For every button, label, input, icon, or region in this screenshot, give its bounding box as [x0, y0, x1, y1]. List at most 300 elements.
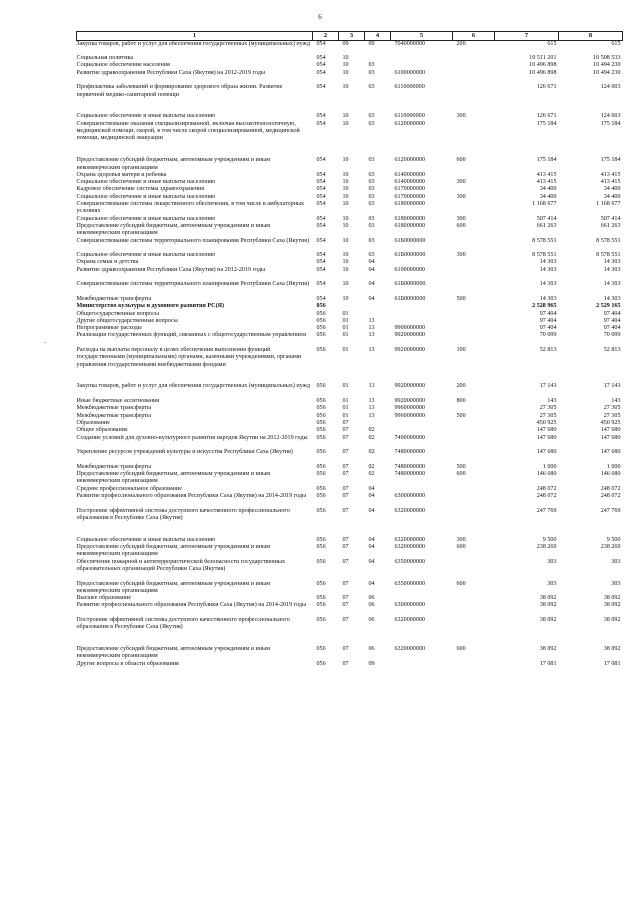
amount-year-1: 17 081 — [539, 660, 557, 667]
table-row — [77, 508, 623, 537]
target-article-code: 7480000000 — [394, 471, 425, 478]
ministry-code: 056 — [316, 325, 326, 332]
row-name: Социальное обеспечение и иные выплаты населению — [76, 536, 216, 543]
ministry-code: 054 — [316, 281, 326, 288]
expense-type-code — [453, 62, 495, 69]
amount-year-2: 450 925 — [600, 419, 621, 426]
section-code: 01 — [342, 325, 349, 332]
table-row — [77, 84, 623, 113]
ministry-code: 054 — [316, 55, 326, 62]
ministry-code: 054 — [316, 252, 326, 259]
amount-year-2: 413 415 — [600, 171, 621, 178]
ministry-code: 054 — [316, 113, 326, 120]
target-article-code: 9920000000 — [394, 398, 425, 405]
ministry-code: 054 — [316, 193, 326, 200]
row-name: Другие вопросы в области образования — [76, 660, 179, 667]
subsection-code: 03 — [368, 69, 375, 76]
table-row — [77, 464, 623, 471]
row-name: Развитие здравоохранения Республики Саха (Якутия) на 2012-2019 годы — [76, 69, 266, 76]
section-code: 07 — [342, 434, 349, 441]
target-article-code: 6350000000 — [394, 580, 425, 587]
amount-year-1: 8 578 551 — [532, 252, 557, 259]
subsection-code: 13 — [368, 398, 375, 405]
amount-year-2: 17 081 — [603, 660, 621, 667]
section-code: 10 — [342, 186, 349, 193]
amount-year-1: 303 — [547, 558, 557, 565]
subsection-code: 06 — [368, 595, 375, 602]
target-article-code — [391, 661, 453, 668]
row-name: Социальное обеспечение и иные выплаты населению — [76, 193, 216, 200]
table-row — [77, 449, 623, 464]
ministry-code: 054 — [316, 215, 326, 222]
expense-type-code: 200 — [456, 41, 466, 47]
amount-year-2: 507 414 — [600, 215, 621, 222]
expense-type-code — [453, 420, 495, 427]
expense-type-code — [453, 259, 495, 266]
target-article-code: 9920000000 — [394, 332, 425, 339]
expense-type-code: 300 — [456, 113, 466, 120]
amount-year-1: 238 269 — [536, 544, 557, 551]
amount-year-1: 507 414 — [536, 215, 557, 222]
subsection-code: 09 — [368, 41, 375, 47]
table-row — [77, 537, 623, 544]
ministry-code: 054 — [316, 157, 326, 164]
section-code: 01 — [342, 405, 349, 412]
amount-year-1: 303 — [547, 580, 557, 587]
table-row — [77, 544, 623, 559]
table-row — [77, 559, 623, 581]
section-code: 10 — [342, 201, 349, 208]
subsection-code — [365, 55, 391, 62]
amount-year-1: 143 — [547, 398, 557, 405]
subsection-code: 04 — [368, 544, 375, 551]
subsection-code: 13 — [368, 332, 375, 339]
row-name: Межбюджетные трансферты — [76, 412, 152, 419]
target-article-code: 6350000000 — [394, 558, 425, 565]
amount-year-2: 17 143 — [603, 383, 621, 390]
target-article-code: 6100000000 — [394, 266, 425, 273]
subsection-code: 02 — [368, 449, 375, 456]
amount-year-2: 1 000 — [606, 463, 621, 470]
amount-year-2: 10 494 230 — [593, 69, 621, 76]
table-row — [77, 427, 623, 434]
section-code: 10 — [342, 193, 349, 200]
section-code: 07 — [342, 558, 349, 565]
expense-type-code: 300 — [456, 215, 466, 222]
row-name: Общее образование — [76, 427, 128, 434]
row-name: Образование — [76, 419, 110, 426]
subsection-code: 13 — [368, 317, 375, 324]
section-code: 07 — [342, 492, 349, 499]
subsection-code: 06 — [368, 616, 375, 623]
subsection-code: 03 — [368, 113, 375, 120]
row-name: Развитие здравоохранения Республики Саха (Якутия) на 2012-2019 годы — [76, 266, 266, 273]
row-name: Предоставление субсидий бюджетным, автономным учреждениям и иным некоммерческим организациям — [76, 471, 270, 485]
expense-type-code: 200 — [456, 383, 466, 390]
row-name: Охрана семьи и детства — [76, 259, 139, 266]
target-article-code: 61Б0000000 — [394, 281, 426, 288]
table-row — [77, 413, 623, 420]
subsection-code: 03 — [368, 171, 375, 178]
target-article-code: 9920000000 — [394, 383, 425, 390]
table-row — [77, 420, 623, 427]
subsection-code: 04 — [368, 281, 375, 288]
row-name: Социальное обеспечение и иные выплаты населению — [76, 179, 216, 186]
section-code: 07 — [342, 602, 349, 609]
target-article-code: 6180000000 — [394, 201, 425, 208]
table-row — [77, 617, 623, 646]
ministry-code: 056 — [316, 595, 326, 602]
target-article-code: 6110000000 — [394, 84, 425, 91]
amount-year-2: 34 400 — [603, 193, 621, 200]
amount-year-1: 97 404 — [539, 310, 557, 317]
target-article-code: 7040000000 — [394, 41, 425, 47]
ministry-code: 054 — [316, 84, 326, 91]
section-code: 07 — [342, 544, 349, 551]
expense-type-code — [453, 238, 495, 253]
ministry-code: 056 — [316, 616, 326, 623]
header-cell: 5 — [391, 32, 453, 41]
row-name: Предоставление субсидий бюджетным, автономным учреждениям и иным некоммерческим организациям — [76, 580, 270, 594]
amount-year-2: 238 269 — [600, 544, 621, 551]
header-cell: 7 — [495, 32, 559, 41]
row-name: Совершенствование системы лекарственного обеспечения, в том числе в амбулаторных условиях — [76, 201, 305, 215]
target-article-code: 6170000000 — [394, 186, 425, 193]
section-code: 10 — [342, 281, 349, 288]
amount-year-2: 175 184 — [600, 157, 621, 164]
ministry-code: 056 — [316, 317, 326, 324]
ministry-code: 056 — [316, 310, 326, 317]
target-article-code — [391, 62, 453, 69]
subsection-code — [365, 311, 391, 318]
amount-year-2: 248 072 — [600, 485, 621, 492]
ministry-code: 054 — [316, 69, 326, 76]
target-article-code: 61Б0000000 — [394, 252, 426, 259]
target-article-code: 61Б0000000 — [394, 237, 426, 244]
amount-year-2: 124 003 — [600, 113, 621, 120]
amount-year-2: 303 — [611, 558, 621, 565]
section-code: 07 — [342, 646, 349, 653]
expense-type-code: 600 — [456, 646, 466, 653]
section-code: 07 — [342, 463, 349, 470]
row-name: Социальное обеспечение и иные выплаты населению — [76, 113, 216, 120]
expense-type-code: 300 — [456, 252, 466, 259]
target-article-code: 6320000000 — [394, 646, 425, 653]
amount-year-1: 661 263 — [536, 222, 557, 229]
amount-year-1: 38 092 — [539, 646, 557, 653]
ministry-code: 056 — [316, 492, 326, 499]
amount-year-2: 124 003 — [600, 84, 621, 91]
ministry-code: 054 — [316, 179, 326, 186]
subsection-code: 04 — [368, 295, 375, 302]
expense-type-code — [453, 281, 495, 296]
table-row — [77, 281, 623, 296]
row-name: Развитие профессионального образования Республики Саха (Якутия) на 2014-2019 годы — [76, 602, 307, 609]
expense-type-code — [453, 186, 495, 193]
header-cell: 8 — [559, 32, 623, 41]
amount-year-1: 97 404 — [539, 325, 557, 332]
table-row — [77, 332, 623, 347]
table-row — [77, 259, 623, 266]
expense-type-code — [453, 172, 495, 179]
table-row — [77, 581, 623, 596]
subsection-code: 03 — [368, 179, 375, 186]
target-article-code: 6300000000 — [394, 492, 425, 499]
subsection-code: 03 — [368, 215, 375, 222]
amount-year-1: 413 415 — [536, 179, 557, 186]
target-article-code: 6170000000 — [394, 193, 425, 200]
expense-type-code — [453, 201, 495, 216]
section-code: 10 — [342, 69, 349, 76]
subsection-code: 04 — [368, 536, 375, 543]
amount-year-1: 14 303 — [539, 281, 557, 288]
subsection-code: 03 — [368, 62, 375, 69]
amount-year-1: 27 305 — [539, 405, 557, 412]
target-article-code: 9960000000 — [394, 412, 425, 419]
table-row — [77, 238, 623, 253]
expense-type-code — [453, 303, 495, 310]
subsection-code: 02 — [368, 471, 375, 478]
amount-year-1: 38 092 — [539, 616, 557, 623]
amount-year-2: 10 494 230 — [593, 62, 621, 69]
expense-type-code — [453, 617, 495, 646]
amount-year-1: 17 143 — [539, 383, 557, 390]
row-name: Иные бюджетные ассигнования — [76, 398, 160, 405]
amount-year-1: 450 925 — [536, 419, 557, 426]
section-code: 07 — [342, 471, 349, 478]
expense-type-code — [453, 486, 495, 493]
header-row — [77, 32, 623, 41]
row-name: Непрограммные расходы — [76, 325, 142, 332]
amount-year-2: 143 — [611, 398, 621, 405]
row-name: Межбюджетные трансферты — [76, 463, 152, 470]
table-row — [77, 70, 623, 85]
ministry-code: 056 — [316, 383, 326, 390]
table-row — [77, 201, 623, 216]
subsection-code — [365, 420, 391, 427]
amount-year-1: 14 303 — [539, 295, 557, 302]
amount-year-2: 10 508 533 — [593, 55, 621, 62]
target-article-code: 6300000000 — [394, 602, 425, 609]
section-code: 01 — [342, 383, 349, 390]
expense-type-code — [453, 493, 495, 508]
amount-year-1: 126 671 — [536, 113, 557, 120]
ministry-code: 054 — [316, 237, 326, 244]
subsection-code: 03 — [368, 237, 375, 244]
amount-year-2: 147 680 — [600, 449, 621, 456]
amount-year-2: 147 680 — [600, 434, 621, 441]
target-article-code: 9900000000 — [394, 325, 425, 332]
row-name: Обеспечение пожарной и антитеррористической безопасности государственных образовательных организаций Республики Саха (Якутия) — [76, 558, 286, 572]
expense-type-code: 600 — [456, 471, 466, 478]
expense-type-code — [453, 508, 495, 537]
subsection-code: 04 — [368, 259, 375, 266]
section-code: 10 — [342, 55, 349, 62]
amount-year-2: 147 680 — [600, 427, 621, 434]
expense-type-code: 600 — [456, 222, 466, 229]
amount-year-2: 52 813 — [603, 346, 621, 353]
section-code: 07 — [342, 485, 349, 492]
row-name: Социальное обеспечение и иные выплаты населению — [76, 215, 216, 222]
table-row — [77, 435, 623, 450]
amount-year-1: 146 680 — [536, 471, 557, 478]
section-code: 10 — [342, 215, 349, 222]
subsection-code: 04 — [368, 266, 375, 273]
target-article-code: 6320000000 — [394, 544, 425, 551]
amount-year-1: 248 072 — [536, 485, 557, 492]
target-article-code — [391, 427, 453, 434]
expense-type-code — [453, 661, 495, 668]
row-name: Закупка товаров, работ и услуг для обеспечения государственных (муниципальных) нужд — [76, 41, 310, 47]
amount-year-2: 248 072 — [600, 492, 621, 499]
section-code: 07 — [342, 616, 349, 623]
ministry-code: 056 — [316, 434, 326, 441]
amount-year-1: 147 680 — [536, 449, 557, 456]
section-code: 10 — [342, 259, 349, 266]
target-article-code — [391, 595, 453, 602]
ministry-code: 054 — [316, 222, 326, 229]
amount-year-1: 70 099 — [539, 332, 557, 339]
ministry-code: 056 — [316, 507, 326, 514]
amount-year-2: 38 092 — [603, 616, 621, 623]
amount-year-1: 38 092 — [539, 595, 557, 602]
table-row — [77, 113, 623, 120]
amount-year-2: 175 184 — [600, 120, 621, 127]
section-code: 07 — [342, 580, 349, 587]
section-code: 09 — [342, 41, 349, 47]
row-name: Другие общегосударственные вопросы — [76, 317, 178, 324]
ministry-code: 056 — [316, 346, 326, 353]
expense-type-code — [453, 559, 495, 581]
ministry-code: 054 — [316, 120, 326, 127]
target-article-code: 6140000000 — [394, 171, 425, 178]
ministry-code: 054 — [316, 259, 326, 266]
amount-year-2: 38 092 — [603, 646, 621, 653]
expense-type-code — [453, 449, 495, 464]
row-name: Создание условий для духовно-культурного развития народов Якутии на 2012-2019 годы — [76, 434, 308, 441]
amount-year-1: 10 496 898 — [529, 69, 557, 76]
amount-year-2: 661 263 — [600, 222, 621, 229]
amount-year-2: 303 — [611, 580, 621, 587]
subsection-code: 04 — [368, 485, 375, 492]
section-code: 10 — [342, 252, 349, 259]
section-code: 10 — [342, 113, 349, 120]
amount-year-2: 615 — [611, 41, 621, 47]
subsection-code: 06 — [368, 646, 375, 653]
row-name: Социальное обеспечение населения — [76, 62, 170, 69]
subsection-code — [365, 303, 391, 310]
target-article-code — [391, 303, 453, 310]
header-cell: 6 — [453, 32, 495, 41]
amount-year-1: 97 404 — [539, 317, 557, 324]
target-article-code: 61Б0000000 — [394, 295, 426, 302]
table-row — [77, 121, 623, 158]
table-row — [77, 303, 623, 310]
target-article-code: 6110000000 — [394, 113, 425, 120]
amount-year-2: 97 404 — [603, 317, 621, 324]
expense-type-code — [453, 318, 495, 325]
subsection-code: 03 — [368, 84, 375, 91]
amount-year-2: 9 500 — [606, 536, 621, 543]
amount-year-1: 175 184 — [536, 120, 557, 127]
row-name: Кадровое обеспечение системы здравоохранения — [76, 186, 205, 193]
expense-type-code: 300 — [456, 179, 466, 186]
subsection-code: 13 — [368, 412, 375, 419]
subsection-code: 06 — [368, 602, 375, 609]
expense-type-code: 500 — [456, 412, 466, 419]
amount-year-2: 27 305 — [603, 405, 621, 412]
ministry-code: 054 — [316, 41, 326, 47]
row-name: Социальное обеспечение и иные выплаты населению — [76, 252, 216, 259]
row-name: Профилактика заболеваний и формирование здорового образа жизни. Развитие первичной медико-санитарной помощи — [76, 84, 283, 98]
amount-year-1: 413 415 — [536, 171, 557, 178]
amount-year-1: 1 000 — [542, 463, 557, 470]
ministry-code: 056 — [316, 398, 326, 405]
expense-type-code: 300 — [456, 193, 466, 200]
amount-year-2: 97 404 — [603, 310, 621, 317]
row-name: Построение эффективной системы доступного качественного профессионального образования в Республике Саха (Якутия) — [76, 507, 290, 521]
target-article-code: 6180000000 — [394, 215, 425, 222]
amount-year-1: 126 671 — [536, 84, 557, 91]
amount-year-2: 38 092 — [603, 602, 621, 609]
ministry-code: 056 — [316, 485, 326, 492]
target-article-code: 6120000000 — [394, 157, 425, 164]
subsection-code: 03 — [368, 201, 375, 208]
row-name: Расходы на выплаты персоналу в целях обеспечения выполнения функций государственными (муниципальными) органами, казенными учреждениями, органами управления государственными внебюджетными фондами — [76, 346, 302, 368]
amount-year-2: 27 305 — [603, 412, 621, 419]
amount-year-2: 2 529 165 — [596, 303, 621, 310]
amount-year-2: 97 404 — [603, 325, 621, 332]
expense-type-code: 600 — [456, 580, 466, 587]
expense-type-code: 500 — [456, 463, 466, 470]
table-row — [77, 157, 623, 172]
row-name: Социальная политика — [76, 55, 134, 62]
section-code: 10 — [342, 222, 349, 229]
amount-year-1: 175 184 — [536, 157, 557, 164]
amount-year-1: 9 500 — [542, 536, 557, 543]
ministry-code: 056 — [316, 332, 326, 339]
amount-year-1: 34 400 — [539, 186, 557, 193]
subsection-code: 03 — [368, 157, 375, 164]
amount-year-2: 70 099 — [603, 332, 621, 339]
amount-year-1: 14 303 — [539, 259, 557, 266]
ministry-code: 056 — [316, 303, 326, 310]
table-row — [77, 493, 623, 508]
ministry-code: 056 — [316, 427, 326, 434]
row-name: Предоставление субсидий бюджетным, автономным учреждениям и иным некоммерческим организациям — [76, 646, 270, 660]
ministry-code: 056 — [316, 419, 326, 426]
section-code: 10 — [342, 157, 349, 164]
section-code: 07 — [342, 660, 349, 667]
amount-year-1: 247 769 — [536, 507, 557, 514]
subsection-code: 04 — [368, 507, 375, 514]
target-article-code: 6320000000 — [394, 507, 425, 514]
table-row — [77, 252, 623, 259]
ministry-code: 056 — [316, 580, 326, 587]
target-article-code: 7480000000 — [394, 449, 425, 456]
subsection-code: 02 — [368, 434, 375, 441]
amount-year-2: 14 303 — [603, 295, 621, 302]
target-article-code: 6140000000 — [394, 179, 425, 186]
amount-year-1: 147 680 — [536, 434, 557, 441]
amount-year-1: 34 400 — [539, 193, 557, 200]
ministry-code: 054 — [316, 295, 326, 302]
amount-year-1: 52 813 — [539, 346, 557, 353]
subsection-code: 03 — [368, 222, 375, 229]
section-code: 01 — [342, 310, 349, 317]
amount-year-2: 413 415 — [600, 179, 621, 186]
margin-mark: · — [44, 339, 47, 347]
